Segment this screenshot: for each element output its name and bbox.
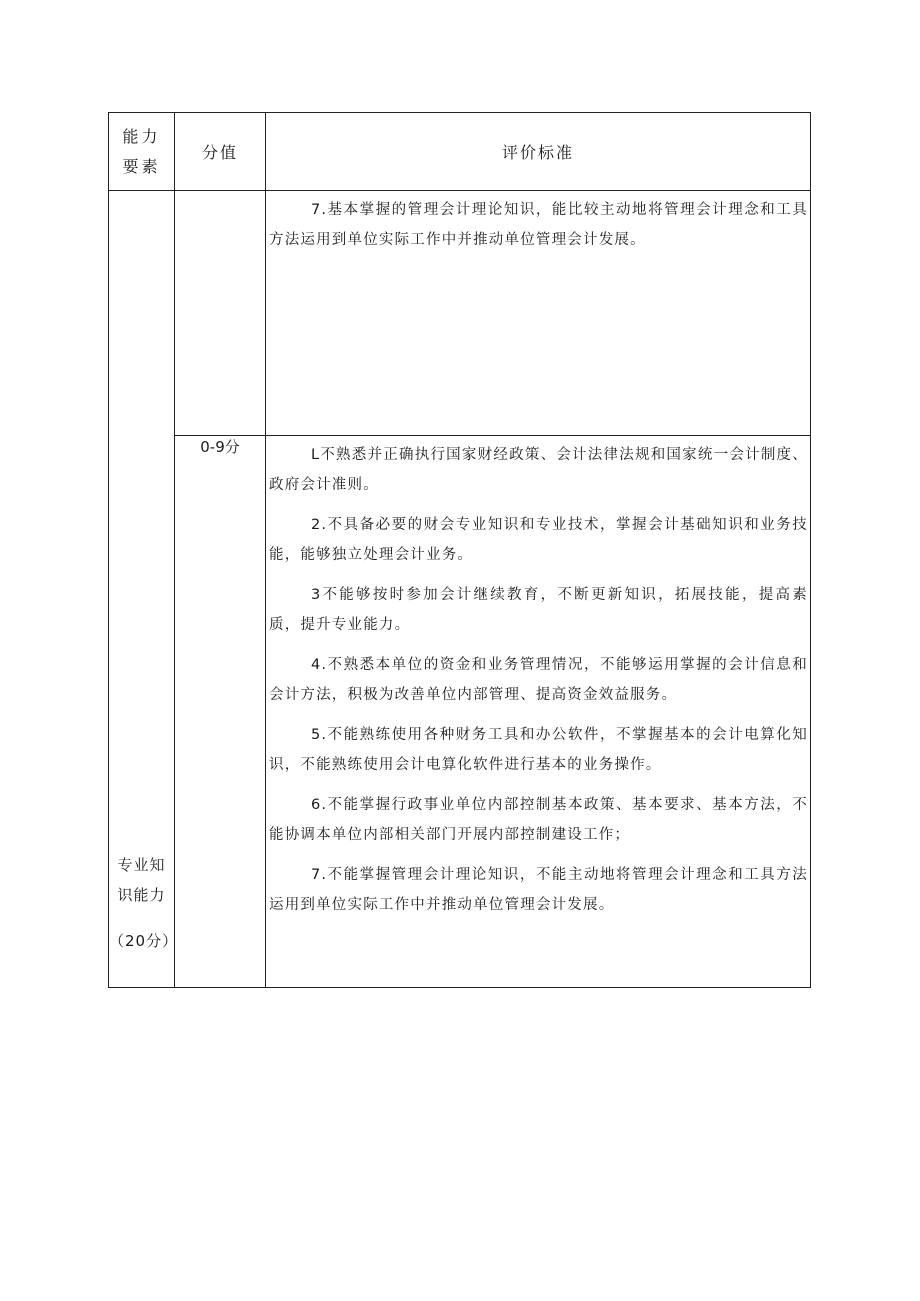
- criteria-list: [266, 436, 810, 920]
- score-cell: [175, 191, 266, 436]
- header-factor: 能力要素: [122, 126, 161, 176]
- criteria-item: 5.不能熟练使用各种财务工具和办公软件，不掌握基本的会计电算化知识，不能熟练使用会计电算化软件进行基本的业务操作。: [269, 727, 808, 773]
- factor-cell: [109, 191, 179, 988]
- table-row: [109, 191, 811, 436]
- header-criteria-cell: [266, 113, 811, 191]
- table-header-row: [109, 113, 811, 191]
- score-value: 0-9分: [200, 438, 240, 456]
- factor-points: （20分）: [109, 932, 179, 950]
- criteria-list: [266, 191, 810, 255]
- table-row: [109, 436, 811, 988]
- factor-label-line-2: 识能力: [117, 886, 166, 904]
- criteria-item: L不熟悉并正确执行国家财经政策、会计法律法规和国家统一会计制度、政府会计准则。: [269, 447, 808, 493]
- header-criteria: 评价标准: [501, 143, 574, 162]
- criteria-cell: [266, 436, 811, 988]
- criteria-item: 3不能够按时参加会计继续教育，不断更新知识，拓展技能，提高素质，提升专业能力。: [269, 587, 808, 633]
- criteria-item: 6.不能掌握行政事业单位内部控制基本政策、基本要求、基本方法，不能协调本单位内部相关部门开展内部控制建设工作；: [269, 797, 808, 843]
- evaluation-criteria-table: [108, 112, 811, 988]
- score-cell: [175, 436, 266, 988]
- criteria-item: 7.不能掌握管理会计理论知识，不能主动地将管理会计理念和工具方法运用到单位实际工作中并推动单位管理会计发展。: [269, 867, 808, 913]
- header-factor-cell: [109, 113, 175, 191]
- criteria-cell: [266, 191, 811, 436]
- criteria-item: 2.不具备必要的财会专业知识和专业技术，掌握会计基础知识和业务技能，能够独立处理会计业务。: [269, 517, 808, 563]
- header-score-cell: [175, 113, 266, 191]
- header-score: 分值: [201, 143, 238, 162]
- factor-label-line-1: 专业知: [117, 856, 166, 874]
- criteria-item: 7.基本掌握的管理会计理论知识，能比较主动地将管理会计理念和工具方法运用到单位实际工作中并推动单位管理会计发展。: [269, 202, 808, 248]
- criteria-item: 4.不熟悉本单位的资金和业务管理情况，不能够运用掌握的会计信息和会计方法，积极为改善单位内部管理、提高资金效益服务。: [269, 657, 808, 703]
- factor-label: [109, 850, 179, 956]
